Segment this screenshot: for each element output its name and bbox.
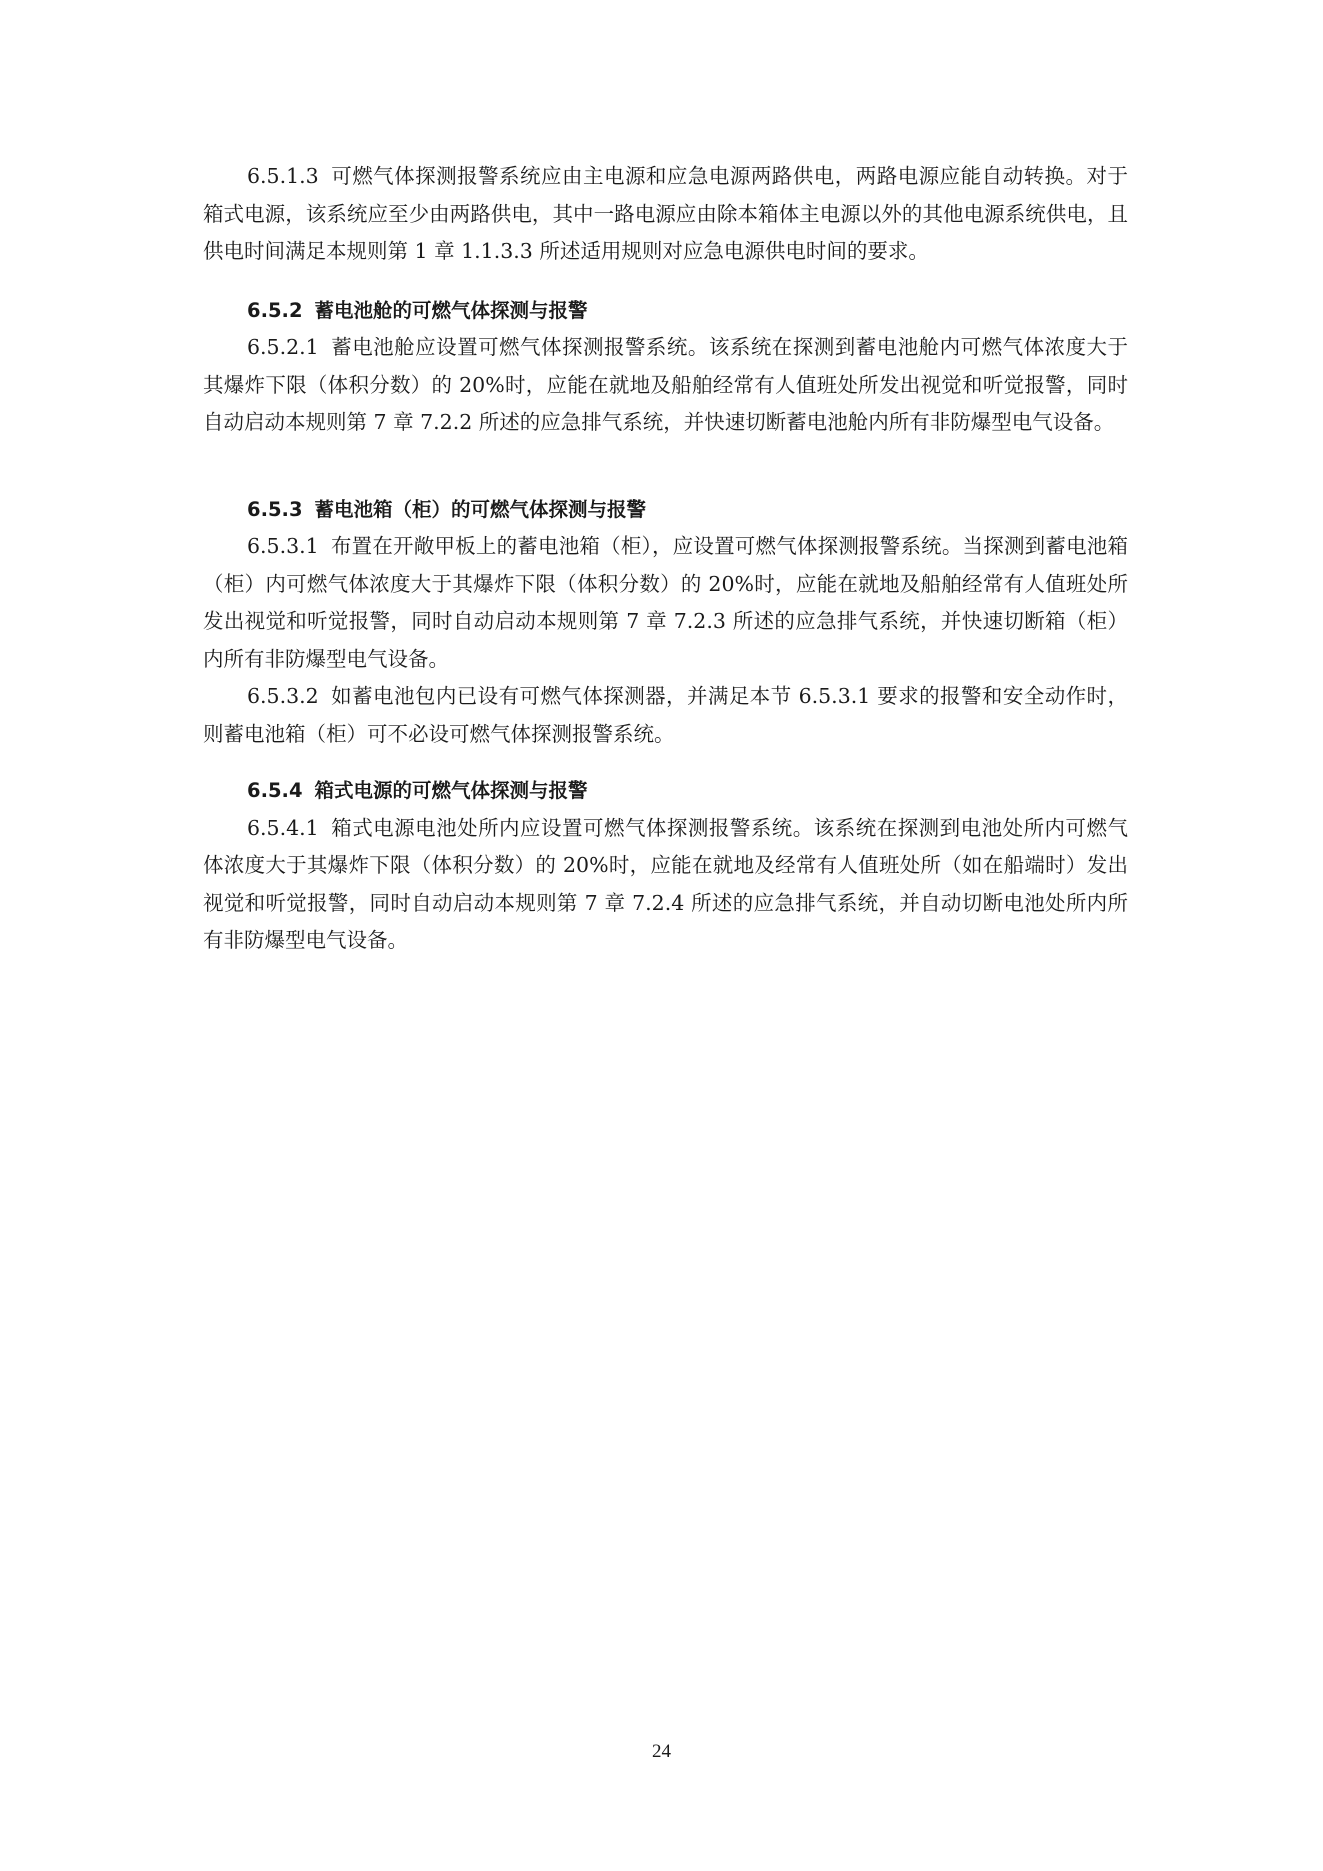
clause-6-5-1-3 <box>203 158 1128 271</box>
clause-6-5-2-1 <box>203 329 1128 442</box>
clause-text: 箱式电源电池处所内应设置可燃气体探测报警系统。该系统在探测到电池处所内可燃气体浓度大于其爆炸下限（体积分数）的 20%时，应能在就地及经常有人值班处所（如在船端时）发出视觉和听觉报警，同时自动启动本规则第 7 章 7.2.4 所述的应急排气系统，并自动切断电池处所内所有非防爆型电气设备。 <box>203 815 1128 952</box>
section-heading-6-5-3 <box>203 491 1128 529</box>
clause-text: 如蓄电池包内已设有可燃气体探测器，并满足本节 6.5.3.1 要求的报警和安全动作时，则蓄电池箱（柜）可不必设可燃气体探测报警系统。 <box>203 684 1128 746</box>
clause-number: 6.5.3.2 <box>247 684 319 708</box>
section-title: 箱式电源的可燃气体探测与报警 <box>314 779 588 802</box>
clause-number: 6.5.4.1 <box>247 815 319 840</box>
clause-text: 蓄电池舱应设置可燃气体探测报警系统。该系统在探测到蓄电池舱内可燃气体浓度大于其爆炸下限（体积分数）的 20%时，应能在就地及船舶经常有人值班处所发出视觉和听觉报警，同时自动启动本规则第 7 章 7.2.2 所述的应急排气系统，并快速切断蓄电池舱内所有非防爆型电气设备。 <box>203 335 1128 434</box>
clause-text: 布置在开敞甲板上的蓄电池箱（柜），应设置可燃气体探测报警系统。当探测到蓄电池箱（柜）内可燃气体浓度大于其爆炸下限（体积分数）的 20%时，应能在就地及船舶经常有人值班处所发出视觉和听觉报警，同时自动启动本规则第 7 章 7.2.3 所述的应急排气系统，并快速切断箱（柜）内所有非防爆型电气设备。 <box>203 534 1128 671</box>
page-number: 24 <box>652 1741 671 1762</box>
clause-6-5-4-1 <box>203 810 1128 960</box>
section-heading-6-5-2 <box>203 292 1128 330</box>
clause-number: 6.5.2.1 <box>247 335 319 359</box>
clause-6-5-3-1 <box>203 528 1128 678</box>
section-number: 6.5.2 <box>247 298 303 322</box>
section-heading-6-5-4 <box>203 772 1128 810</box>
clause-number: 6.5.3.1 <box>247 534 319 558</box>
clause-number: 6.5.1.3 <box>247 164 319 188</box>
document-body <box>203 158 1128 960</box>
section-title: 蓄电池箱（柜）的可燃气体探测与报警 <box>314 497 647 521</box>
section-title: 蓄电池舱的可燃气体探测与报警 <box>314 298 588 322</box>
section-number: 6.5.3 <box>247 497 303 521</box>
clause-6-5-3-2 <box>203 678 1128 753</box>
clause-text: 可燃气体探测报警系统应由主电源和应急电源两路供电，两路电源应能自动转换。对于箱式电源，该系统应至少由两路供电，其中一路电源应由除本箱体主电源以外的其他电源系统供电，且供电时间满足本规则第 1 章 1.1.3.3 所述适用规则对应急电源供电时间的要求。 <box>203 164 1128 263</box>
section-number: 6.5.4 <box>247 779 303 802</box>
